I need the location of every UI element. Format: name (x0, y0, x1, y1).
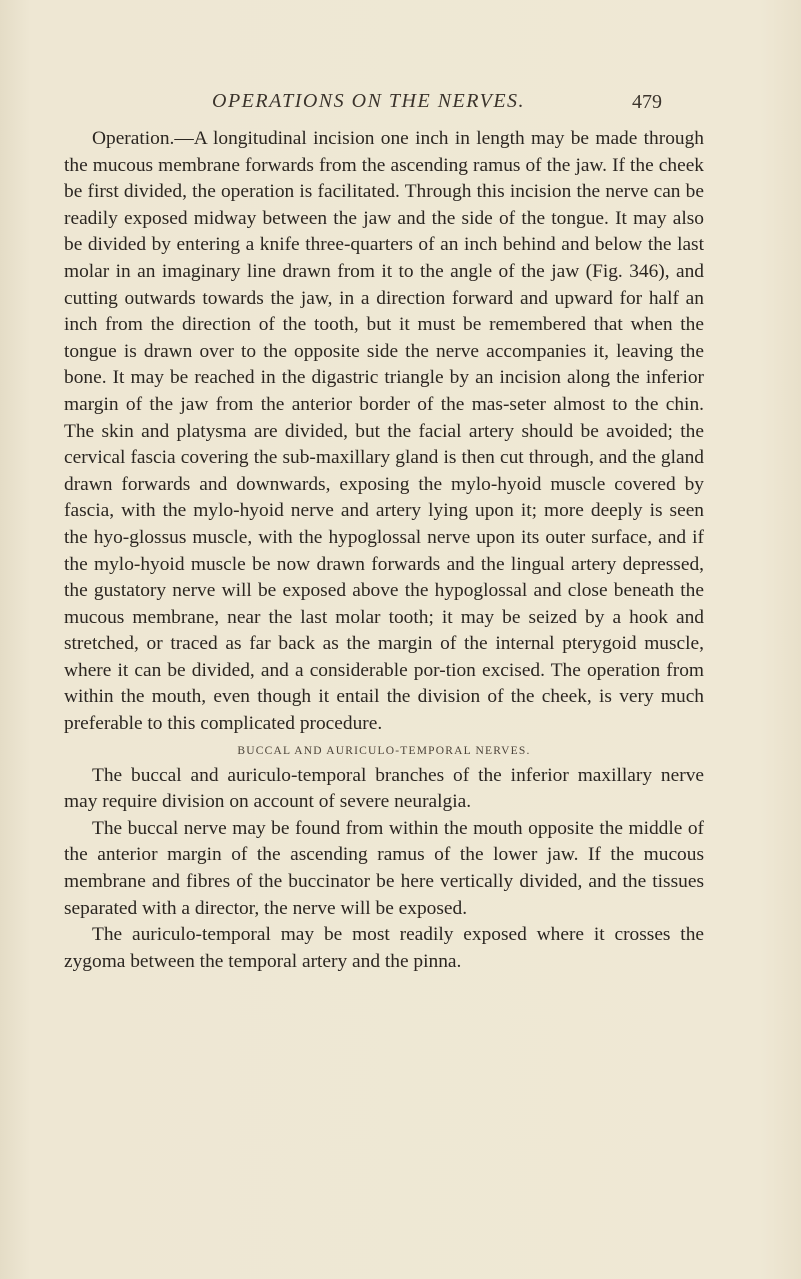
page-number: 479 (632, 91, 662, 113)
paragraph-auriculo-temporal: The auriculo-temporal may be most readily exposed where it crosses the zygoma between the temporal artery and the pinna. (64, 924, 704, 972)
running-title: OPERATIONS ON THE NERVES. (212, 90, 526, 112)
paragraph-operation: Operation.—A longitudinal incision one inch in length may be made through the mucous membrane forwards from the ascending ramus of the jaw. If the cheek be first divided, the operation is facilitated. Through this incision the nerve can be readily exposed midway between the jaw and the side of the tongue. It may also be divided by entering a knife three-quarters of an inch behind and below the last molar in an imaginary line drawn from it to the angle of the jaw (Fig. 346), and cutting outwards towards the jaw, in a direction forward and upward for half an inch from the direction of the tooth, but it must be remembered that when the tongue is drawn over to the opposite side the nerve accompanies it, leaving the bone. It may be reached in the digastric triangle by an incision along the inferior margin of the jaw from the anterior border of the mas-seter almost to the chin. The skin and platysma are divided, but the facial artery should be avoided; the cervical fascia covering the sub-maxillary gland is then cut through, and the gland drawn forwards and downwards, exposing the mylo-hyoid muscle covered by fascia, with the mylo-hyoid nerve and artery lying upon it; more deeply is seen the hyo-glossus muscle, with the hypoglossal nerve upon its outer surface, and if the mylo-hyoid muscle be now drawn forwards and the lingual artery depressed, the gustatory nerve will be exposed above the hypoglossal and close beneath the mucous membrane, near the last molar tooth; it may be seized by a hook and stretched, or traced as far back as the margin of the internal pterygoid muscle, where it can be divided, and a considerable por-tion excised. The operation from within the mouth, even though it entail the division of the cheek, is very much preferable to this complicated procedure. (64, 128, 704, 735)
paragraph-buccal-nerve: The buccal nerve may be found from within the mouth opposite the middle of the anterior margin of the ascending ramus of the lower jaw. If the mucous membrane and fibres of the buccinator be here vertically divided, and the tissues separated with a director, the nerve will be exposed. (64, 817, 704, 919)
running-head (0, 90, 801, 120)
section-heading: BUCCAL AND AURICULO-TEMPORAL NERVES. (237, 744, 531, 757)
body-text (64, 126, 704, 975)
paragraph-buccal-intro: The buccal and auriculo-temporal branches of the inferior maxillary nerve may require division on account of severe neuralgia. (64, 764, 704, 813)
